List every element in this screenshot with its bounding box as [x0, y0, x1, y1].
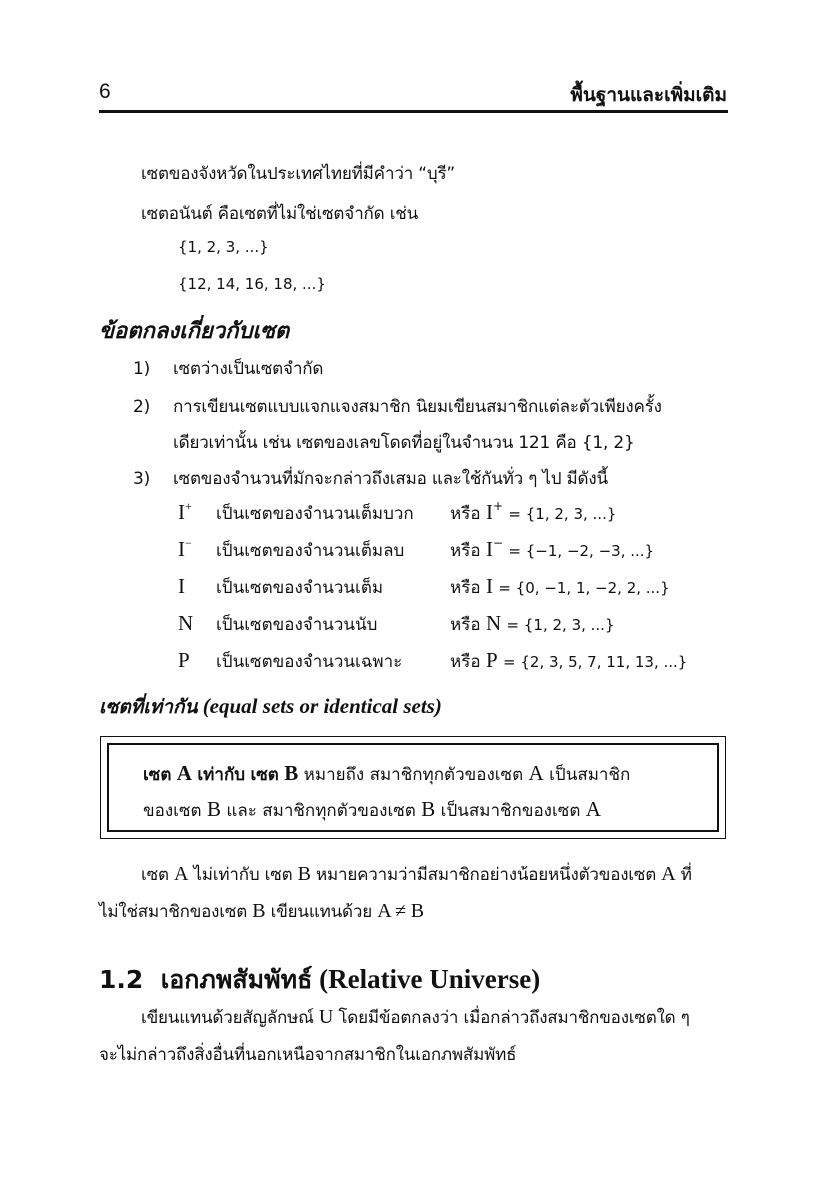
- item-number: 3): [133, 469, 151, 489]
- item-number: 2): [133, 397, 151, 417]
- page-number: 6: [99, 80, 111, 103]
- set-description: เป็นเซตของจำนวนเต็มบวก: [216, 504, 414, 524]
- example-set-2: {12, 14, 16, 18, ...}: [178, 275, 326, 293]
- number-set-row: [178, 611, 738, 641]
- running-title: พื้นฐานและเพิ่มเติม: [570, 84, 727, 106]
- number-set-row: [178, 537, 738, 567]
- set-symbol: I+: [178, 499, 192, 524]
- section-paragraph-line-2: จะไม่กล่าวถึงสิ่งอื่นที่นอกเหนือจากสมาชิกในเอกภพสัมพัทธ์: [99, 1045, 517, 1065]
- set-description: เป็นเซตของจำนวนเต็ม: [216, 578, 384, 598]
- convention-item-3: [133, 465, 608, 492]
- set-description: เป็นเซตของจำนวนนับ: [216, 615, 378, 635]
- definition-box: [100, 736, 726, 839]
- item-text: เซตของจำนวนที่มักจะกล่าวถึงเสมอ และใช้กันทั่ว ๆ ไป มีดังนี้: [173, 469, 608, 489]
- definition-line-2: ของเซต B และ สมาชิกทุกตัวของเซต B เป็นสมาชิกของเซต A: [143, 797, 601, 821]
- convention-item-1: [133, 355, 323, 382]
- number-set-row: [178, 500, 738, 530]
- item-text: เซตว่างเป็นเซตจำกัด: [173, 359, 324, 379]
- example-set-1: {1, 2, 3, ...}: [178, 238, 269, 256]
- convention-item-2-continued: เดียวเท่านั้น เช่น เซตของเลขโดดที่อยู่ในจำนวน 121 คือ {1, 2}: [173, 433, 635, 453]
- set-description: เป็นเซตของจำนวนเฉพาะ: [216, 652, 403, 672]
- item-number: 1): [133, 359, 151, 379]
- section-title-thai: เอกภพสัมพัทธ์: [160, 965, 313, 994]
- not-equal-line-1: เซต A ไม่เท่ากับ เซต B หมายความว่ามีสมาชิกอย่างน้อยหนึ่งตัวของเซต A ที่: [141, 863, 692, 885]
- set-definition: หรือ I− = {−1, −2, −3, ...}: [450, 536, 655, 561]
- set-symbol: N: [178, 611, 194, 635]
- number-set-row: [178, 574, 738, 604]
- intro-line-2: เซตอนันต์ คือเซตที่ไม่ใช่เซตจำกัด เช่น: [141, 204, 419, 224]
- not-equal-line-2: ไม่ใช่สมาชิกของเซต B เขียนแทนด้วย A ≠ B: [99, 900, 424, 922]
- equal-sets-heading: เซตที่เท่ากัน (equal sets or identical sets): [99, 694, 442, 718]
- definition-line-1: เซต A เท่ากับ เซต B หมายถึง สมาชิกทุกตัวของเซต A เป็นสมาชิก: [143, 761, 631, 785]
- section-paragraph-line-1: เขียนแทนด้วยสัญลักษณ์ U โดยมีข้อตกลงว่า เมื่อกล่าวถึงสมาชิกของเซตใด ๆ: [141, 1006, 690, 1028]
- intro-line-1: เซตของจังหวัดในประเทศไทยที่มีคำว่า “บุรี”: [141, 164, 456, 184]
- set-definition: หรือ P = {2, 3, 5, 7, 11, 13, ...}: [450, 648, 688, 672]
- set-description: เป็นเซตของจำนวนเต็มลบ: [216, 541, 405, 561]
- section-title: [99, 960, 540, 1000]
- set-definition: หรือ N = {1, 2, 3, ...}: [450, 611, 615, 635]
- set-symbol: I−: [178, 536, 192, 561]
- section-number: 1.2: [99, 965, 144, 994]
- set-symbol: P: [178, 648, 190, 672]
- convention-item-2: [133, 393, 662, 420]
- conventions-heading: ข้อตกลงเกี่ยวกับเซต: [99, 319, 290, 344]
- set-definition: หรือ I = {0, −1, 1, −2, 2, ...}: [450, 574, 670, 598]
- section-title-english: (Relative Universe): [312, 964, 541, 994]
- set-definition: หรือ I+ = {1, 2, 3, ...}: [450, 499, 617, 524]
- definition-box-inner-border: [107, 743, 719, 832]
- number-set-row: [178, 648, 738, 678]
- set-symbol: I: [178, 574, 185, 598]
- header-rule: [99, 110, 728, 113]
- item-text: การเขียนเซตแบบแจกแจงสมาชิก นิยมเขียนสมาชิกแต่ละตัวเพียงครั้ง: [173, 397, 662, 417]
